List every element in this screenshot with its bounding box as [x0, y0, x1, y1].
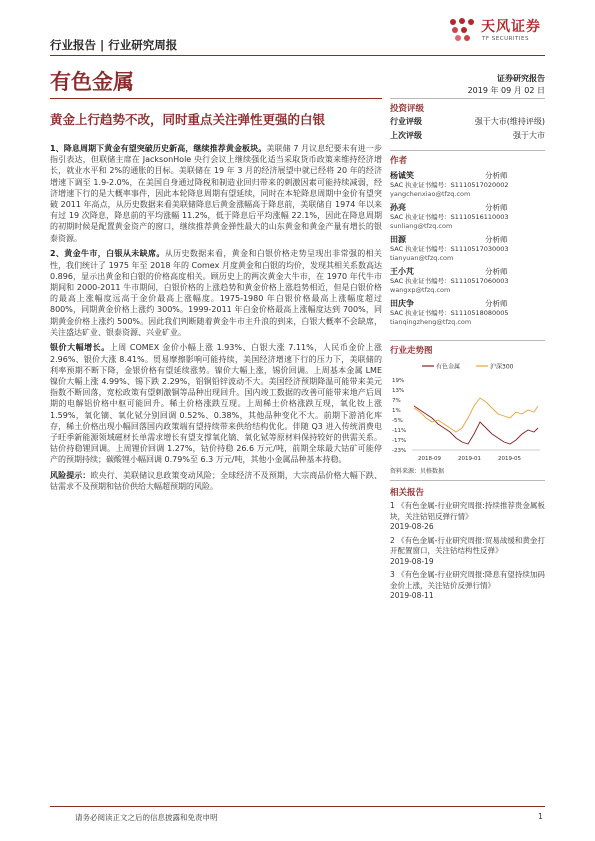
analyst-email[interactable]: tianqingzheng@tfzq.com [390, 318, 472, 326]
analyst-role: 分析师 [485, 299, 508, 308]
related-report-date: 2019-08-11 [390, 591, 434, 600]
related-report-title[interactable]: 3 《有色金属-行业研究周报:降息有望持续加码金价上涨，关注钴价反弹行情》 [390, 570, 545, 590]
sector-divider [50, 98, 382, 99]
analyst-sac: SAC 执业证书编号：S1110516110003 [390, 213, 509, 221]
tf-logo [447, 14, 557, 50]
paragraph-text: 上周 COMEX 金价小幅上涨 1.93%、白银大涨 7.11%，人民币金价上涨 2.96%、银价大涨 8.41%。贸易摩擦影响可能持续，美国经济增速下行的压力下，美联储的利率预期不断下降，金银价格有望延续涨势。镍价大幅上涨，锡价回调。上周基本金属 LME 镍价大幅上涨 4.99%、锡下跌 2.29%，铝铜铅锌波动不大。美国经济预期降温可能带来美元指数不断回落，宽松政策有望刺激铜等品种出现回升。国内竣工数据的改善可能带来地产后周期的电解铝价格中枢可能回升。稀土价格涨跌互现。上周稀土价格涨跌互现，氧化钕上涨 1.59%，氧化镝、氧化铽分别回调 0.52%、0.38%，其他品种变化不大。前期下游消化库存，稀土价格出现小幅回落国内政策端有望持续带来供给结构优化。伴随 Q3 进入传统消费电子旺季新能源领域磁材长单需求增长有望支撑氧化镝、氧化铽等原材料保持较好的供需关系。钴价持稳锂回调。上周锂价回调 1.27%，钴价持稳 26.6 万元/吨，前期全球最大钴矿可能停产的预期持续；碳酸锂小幅回调 0.79%至 6.3 万元/吨，其他小金属品种基本持稳。 [50, 343, 382, 465]
header-divider [50, 55, 545, 56]
related-report-title[interactable]: 2 《有色金属-行业研究周报:贸易战缓和黄金打开配置窗口，关注钴结构性反弹》 [390, 535, 545, 555]
related-report-title[interactable]: 1 《有色金属-行业研究周报:持续推荐贵金属板块，关注钴铝反弹行情》 [390, 501, 545, 521]
footer-disclaimer[interactable]: 请务必阅读正文之后的信息披露和免责申明 [75, 813, 218, 822]
divider [390, 480, 545, 481]
paragraph-3 [50, 342, 382, 465]
related-report[interactable] [390, 501, 545, 533]
analyst-name: 孙亮 [390, 203, 406, 212]
divider [390, 340, 545, 341]
chart-legend [422, 363, 514, 371]
report-title: 黄金上行趋势不改，同时重点关注弹性更强的白银 [50, 112, 326, 127]
analyst-sac: SAC 执业证书编号：S1110517020002 [390, 181, 509, 189]
analyst-role: 分析师 [485, 267, 508, 276]
analyst-email[interactable]: tianyuan@tfzq.com [390, 254, 454, 262]
y-tick-label: 19% [392, 378, 405, 384]
chart-source: 资料来源：贝格数据 [390, 468, 445, 475]
trend-header: 行业走势图 [390, 346, 433, 356]
legend-label-csi300: 沪深300 [490, 363, 514, 371]
related-report-date: 2019-08-26 [390, 522, 434, 531]
paragraph-lead: 银价大幅增长。 [50, 343, 110, 353]
tf-logo-icon [447, 16, 477, 46]
analyst-card [390, 298, 545, 327]
rating-header: 投资评级 [390, 104, 425, 114]
y-tick-label: 1% [392, 408, 401, 414]
footer-divider [50, 806, 545, 807]
y-axis [392, 378, 406, 454]
paragraph-text: 欧央行、美联储议息政策变动风险；全球经济不及预期，大宗商品价格大幅下跌、钴需求不及预期和钴价供给大幅超预期的风险。 [50, 471, 382, 492]
x-tick-label: 2019-05 [498, 456, 521, 462]
y-tick-label: 13% [392, 388, 405, 394]
x-tick-label: 2018-09 [418, 456, 441, 462]
industry-trend-chart [390, 358, 545, 468]
logo-text-en: TF SECURITIES [482, 36, 529, 42]
analyst-name: 田庆争 [390, 299, 414, 308]
rating-prev [390, 130, 545, 141]
divider [390, 98, 545, 99]
analyst-role: 分析师 [485, 235, 508, 244]
paragraph-lead: 风险提示： [50, 471, 91, 481]
legend-label-nonferrous: 有色金属 [436, 363, 461, 371]
authors-header: 作者 [390, 156, 408, 166]
rating-industry-label: 行业评级 [390, 117, 422, 126]
report-date: 2019 年 09 月 02 日 [467, 86, 545, 95]
paragraph-text: 从历史数据来看，黄金和白银价格走势呈现出非常强的相关性，我们统计了 1975 年至 2018 年的 Comex 月度黄金和白银的均价，发现其相关系数高达 0.896，显示出黄金和白银的价格高度相关。顾历史上的两次黄金大牛市，在 1970 年代牛市期间和 2000-2011 牛市期间，白银价格的上涨趋势和黄金价格上涨趋势相近，但是白银价格的最高上涨幅度远高于金价最高上涨幅度。1975-1980 年白银价格最高上涨幅度超过 800%，同期黄金价格上涨约 300%。1999-2011 年白金价格最高上涨幅度达到 700%，同期黄金价格上涨约 500%。因此我们判断随着黄金牛市主升浪的到来，白银大概率不会缺席，关注盛达矿业、银泰资源、兴业矿业。 [50, 249, 382, 337]
y-tick-label: -23% [392, 448, 407, 454]
related-list [390, 501, 545, 605]
y-tick-label: -5% [392, 418, 403, 424]
analyst-email[interactable]: wangxp@tfzq.com [390, 286, 451, 294]
related-report[interactable] [390, 536, 545, 568]
analyst-card [390, 234, 545, 263]
related-report-date: 2019-08-19 [390, 556, 434, 566]
x-tick-label: 2019-01 [458, 456, 481, 462]
analyst-email[interactable]: sunliang@tfzq.com [390, 222, 453, 230]
paragraph-lead: 1、降息周期下黄金有望突破历史新高，继续推荐黄金板块。 [50, 144, 267, 153]
divider [390, 150, 545, 151]
page-number: 1 [538, 812, 543, 821]
analyst-sac: SAC 执业证书编号：S1110517030003 [390, 245, 509, 253]
paragraph-2 [50, 248, 382, 338]
rating-prev-label: 上次评级 [390, 131, 422, 140]
report-type: 证券研究报告 [497, 74, 545, 83]
breadcrumb: 行业报告 | 行业研究周报 [50, 38, 178, 52]
analyst-name: 杨诚笑 [390, 171, 414, 180]
y-tick-label: -17% [392, 438, 407, 444]
paragraph-4 [50, 470, 382, 492]
related-header: 相关报告 [390, 488, 425, 498]
analyst-name: 王小芃 [390, 267, 414, 276]
x-axis [418, 456, 521, 462]
y-tick-label: 7% [392, 398, 401, 404]
analyst-card [390, 170, 545, 199]
rating-industry [390, 116, 545, 127]
series-line-nonferrous [414, 406, 538, 444]
logo-text-cn: 天风证券 [481, 19, 541, 35]
analyst-name: 田源 [390, 235, 406, 244]
rating-industry-value: 强于大市(维持评级) [474, 117, 545, 126]
sector-title: 有色金属 [50, 70, 134, 94]
analyst-role: 分析师 [485, 171, 508, 180]
paragraph-lead: 2、黄金牛市，白银从未缺席。 [50, 249, 165, 259]
series-line-csi300 [414, 398, 538, 432]
analyst-card [390, 202, 545, 231]
rating-prev-value: 强于大市 [513, 131, 545, 140]
analyst-card [390, 266, 545, 295]
analyst-role: 分析师 [485, 203, 508, 212]
report-body [50, 143, 382, 497]
related-report[interactable] [390, 570, 545, 602]
y-tick-label: -11% [392, 428, 407, 434]
analyst-email[interactable]: yangchenxiao@tfzq.com [390, 190, 471, 198]
paragraph-text: 美联储 7 月议息纪要未有进一步指引表达，但联储主席在 JacksonHole 央行会议上继续强化适当采取货币政策来维持经济增长，就业水平和 2%的通胀的目标。美联储在 19 年 3 月的经济展望中就已经将 20 年的经济增速下调至 1.9-2.0%，在美国自身通过降税和制造业回归带来的刺激因素可能持续减弱，经济增速下行的是大概率事件，因此本轮降息周期有望延续，同时在本轮降息周期中金价有望突破 2011 年高点，从历史数据来看美联储降息后黄金涨幅高于降息前，美联储自 1974 年以来有过 19 次降息，降息前的平均涨幅 11.2%，低于降息后平均涨幅 22.1%，因此在降息周期的初期时候是配置黄金资产的窗口，继续推荐黄金弹性最大的山东黄金和黄金产量有增长的银泰资源。 [50, 144, 382, 243]
analyst-sac: SAC 执业证书编号：S1110517060003 [390, 277, 509, 285]
analyst-sac: SAC 执业证书编号：S1110518080005 [390, 309, 509, 317]
paragraph-1 [50, 143, 382, 244]
